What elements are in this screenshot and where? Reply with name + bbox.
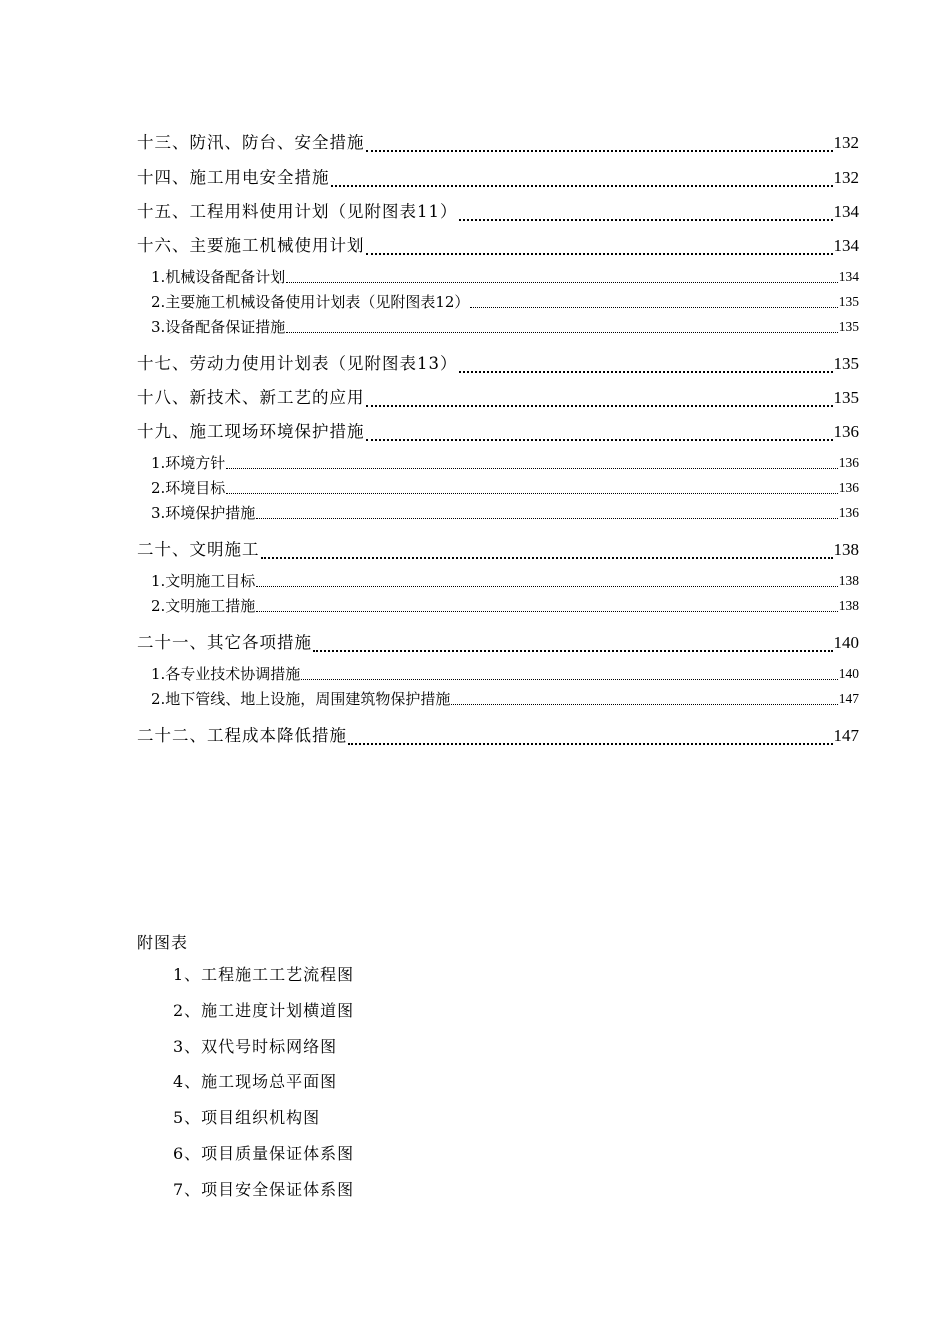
toc-subentry-title: 1.机械设备配备计划 — [151, 267, 286, 286]
toc-subentry[interactable] — [137, 685, 859, 710]
toc-dot-leader — [256, 585, 837, 587]
toc-subentry-page: 138 — [838, 572, 859, 588]
toc-entry-title: 十五、工程用料使用计划（见附图表11） — [137, 201, 458, 221]
toc-subentry-title: 2.文明施工措施 — [151, 596, 256, 615]
toc-subentry-title: 2.地下管线、地上设施，周围建筑物保护措施 — [151, 689, 451, 708]
toc-entry-title: 十八、新技术、新工艺的应用 — [137, 388, 365, 408]
toc-entry-title: 十七、劳动力使用计划表（见附图表13） — [137, 353, 458, 373]
toc-subentry[interactable] — [137, 567, 859, 592]
toc-dot-leader — [313, 649, 833, 652]
toc-entry-title: 十四、施工用电安全措施 — [137, 167, 330, 187]
toc-subentry[interactable] — [137, 313, 859, 338]
toc-subentry-title: 1.文明施工目标 — [151, 571, 256, 590]
toc-entry-title: 十九、施工现场环境保护措施 — [137, 422, 365, 442]
toc-entry-page: 132 — [833, 167, 859, 187]
toc-subentry-title: 3.环境保护措施 — [151, 503, 256, 522]
toc-subentry[interactable] — [137, 263, 859, 288]
toc-subentry[interactable] — [137, 499, 859, 524]
toc-entry-title: 二十二、工程成本降低措施 — [137, 725, 347, 745]
toc-subentry[interactable] — [137, 474, 859, 499]
toc-entry-page: 135 — [833, 388, 859, 408]
toc-dot-leader — [331, 184, 833, 187]
toc-entry[interactable] — [137, 531, 859, 565]
toc-entry-page: 132 — [833, 133, 859, 153]
toc-entry[interactable] — [137, 227, 859, 261]
toc-dot-leader — [286, 281, 837, 283]
toc-dot-leader — [226, 492, 837, 494]
toc-dot-leader — [366, 438, 833, 441]
toc-entry[interactable] — [137, 193, 859, 227]
toc-entry[interactable] — [137, 124, 859, 158]
toc-dot-leader — [261, 556, 833, 559]
toc-dot-leader — [256, 517, 837, 519]
toc-entry-page: 136 — [833, 422, 859, 442]
toc-subentry-page: 135 — [838, 318, 859, 334]
toc-dot-leader — [286, 331, 837, 333]
appendix-item: 2、施工进度计划横道图 — [173, 1000, 355, 1020]
toc-subentry-page: 136 — [838, 455, 859, 471]
toc-entry-page: 135 — [833, 353, 859, 373]
toc-dot-leader — [470, 306, 837, 308]
toc-subentry-title: 3.设备配备保证措施 — [151, 317, 286, 336]
toc-subentry[interactable] — [137, 288, 859, 313]
toc-subentry[interactable] — [137, 449, 859, 474]
toc-entry-page: 140 — [833, 633, 859, 653]
appendix-item: 4、施工现场总平面图 — [173, 1072, 338, 1092]
toc-dot-leader — [459, 370, 833, 373]
appendix-heading: 附图表 — [137, 933, 189, 952]
toc-subentry-page: 140 — [838, 665, 859, 681]
toc-subentry-page: 136 — [838, 480, 859, 496]
toc-dot-leader — [366, 252, 833, 255]
toc-subentry-page: 136 — [838, 504, 859, 520]
toc-subentry-title: 2.主要施工机械设备使用计划表（见附图表12） — [151, 292, 470, 311]
toc-entry[interactable] — [137, 379, 859, 413]
toc-dot-leader — [451, 703, 837, 705]
table-of-contents — [137, 124, 859, 751]
appendix-list — [137, 929, 637, 1208]
appendix-item: 5、项目组织机构图 — [173, 1108, 321, 1128]
appendix-item: 1、工程施工工艺流程图 — [173, 965, 355, 984]
toc-entry[interactable] — [137, 345, 859, 379]
toc-subentry-page: 138 — [838, 597, 859, 613]
toc-subentry[interactable] — [137, 592, 859, 617]
toc-entry-title: 二十一、其它各项措施 — [137, 633, 312, 653]
appendix-item: 6、项目质量保证体系图 — [173, 1143, 355, 1163]
toc-entry-page: 147 — [833, 725, 859, 745]
toc-dot-leader — [366, 149, 833, 152]
toc-entry-title: 二十、文明施工 — [137, 540, 260, 560]
toc-entry[interactable] — [137, 158, 859, 192]
toc-entry-page: 134 — [833, 201, 859, 221]
toc-subentry-page: 147 — [838, 690, 859, 706]
toc-dot-leader — [256, 610, 837, 612]
toc-dot-leader — [366, 404, 833, 407]
toc-subentry-title: 1.环境方针 — [151, 454, 226, 473]
toc-entry-title: 十三、防汛、防台、安全措施 — [137, 133, 365, 153]
toc-subentry[interactable] — [137, 660, 859, 685]
toc-dot-leader — [348, 742, 833, 745]
toc-entry-title: 十六、主要施工机械使用计划 — [137, 236, 365, 256]
toc-subentry-page: 134 — [838, 268, 859, 284]
toc-dot-leader — [459, 218, 833, 221]
toc-subentry-page: 135 — [838, 293, 859, 309]
appendix-item: 3、双代号时标网络图 — [173, 1036, 338, 1056]
toc-entry[interactable] — [137, 624, 859, 658]
toc-dot-leader — [226, 467, 837, 469]
toc-subentry-title: 2.环境目标 — [151, 479, 226, 498]
toc-entry[interactable] — [137, 717, 859, 751]
toc-entry[interactable] — [137, 413, 859, 447]
toc-dot-leader — [301, 678, 837, 680]
toc-subentry-title: 1.各专业技术协调措施 — [151, 664, 301, 683]
appendix-item: 7、项目安全保证体系图 — [173, 1179, 355, 1199]
toc-entry-page: 138 — [833, 540, 859, 560]
toc-entry-page: 134 — [833, 236, 859, 256]
